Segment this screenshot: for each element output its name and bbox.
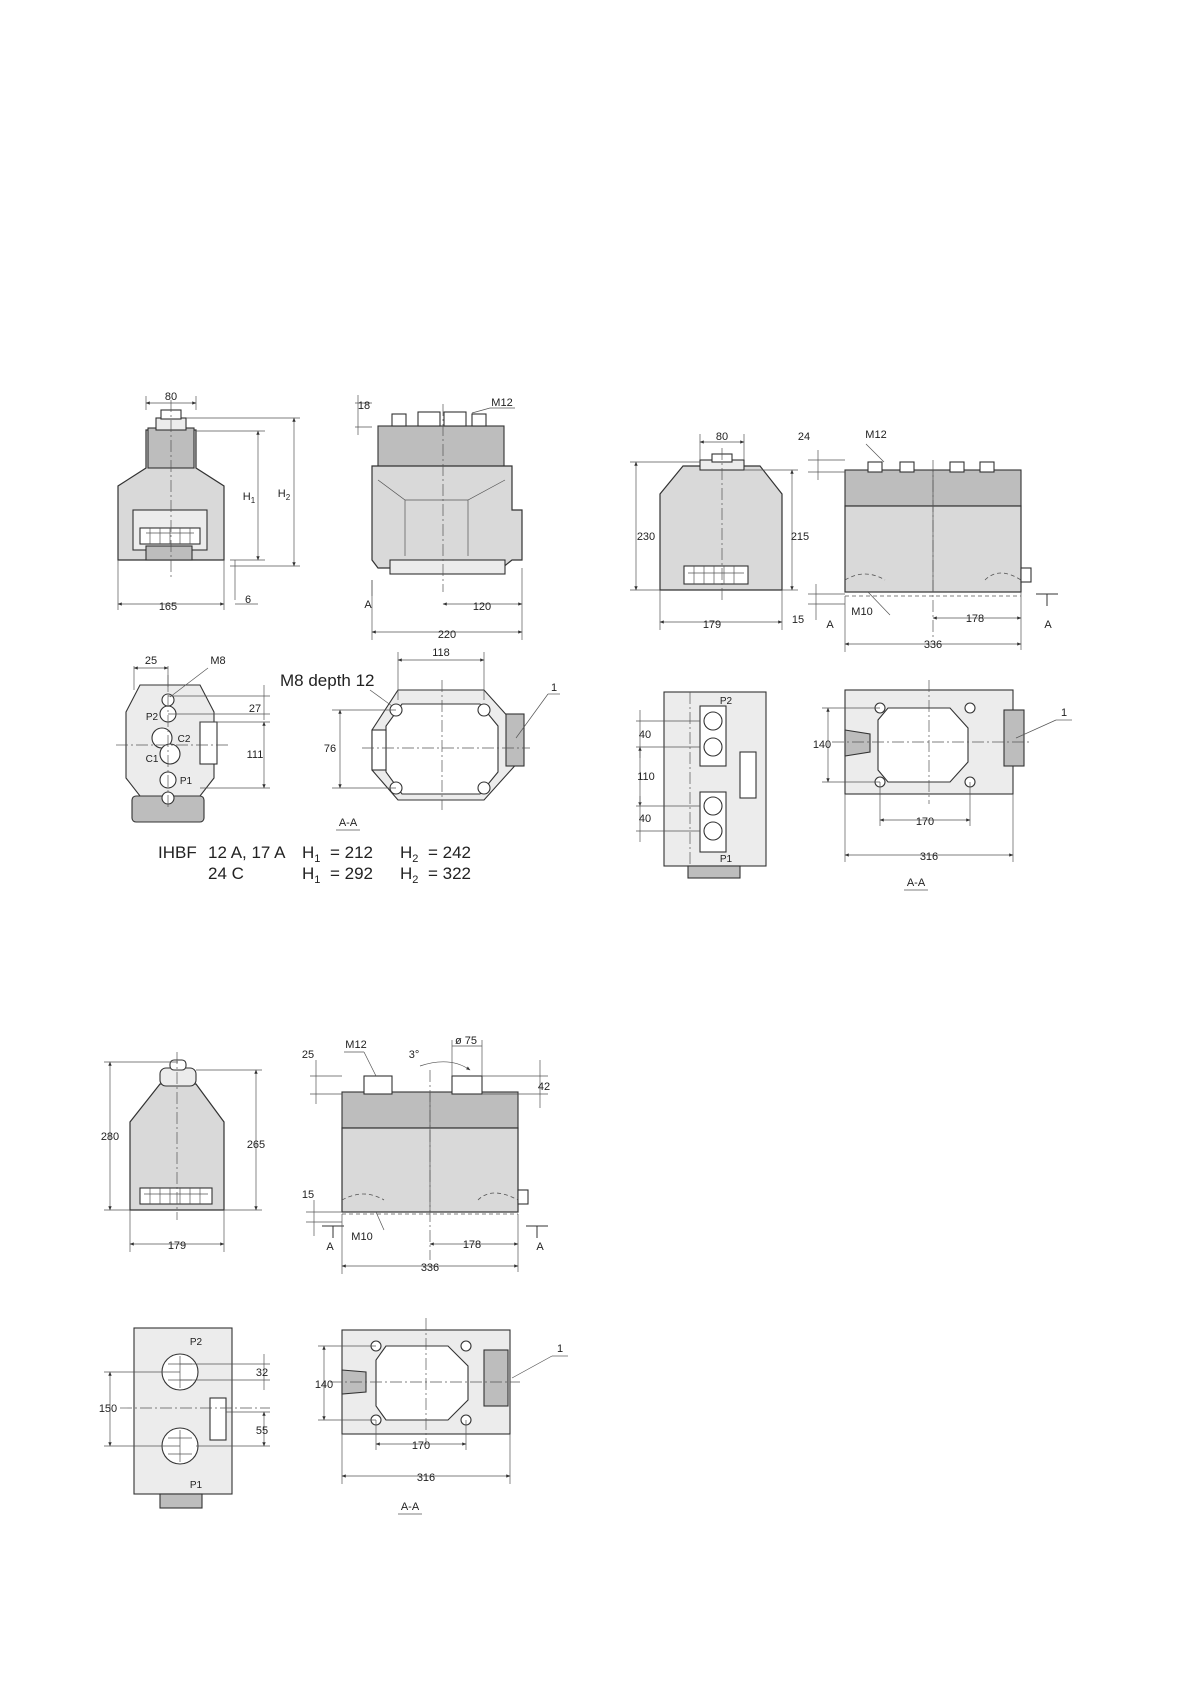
d2-front-dim-80: 80: [715, 431, 729, 443]
d3-side-label-m10: M10: [351, 1231, 373, 1243]
d1-section-callout-1: 1: [550, 682, 558, 694]
d3-bottom-label-p2: P2: [189, 1337, 203, 1348]
d1-side-dim-220: 220: [437, 629, 457, 641]
d3-side-dim-178: 178: [462, 1239, 482, 1251]
d1-front-dim-80: 80: [164, 391, 178, 403]
d2-section-view: [813, 680, 1072, 890]
d1-table-row1-h2: = 242: [428, 843, 472, 862]
d1-side-view: [355, 395, 522, 641]
d2-side-dim-15: 15: [791, 614, 805, 626]
d1-table-row1-rating: 12 A, 17 A: [208, 843, 286, 862]
d1-front-view: [118, 391, 300, 613]
d2-front-view: [630, 431, 809, 631]
d3-bottom-dim-55: 55: [255, 1425, 269, 1437]
d1-bottom-dim-27: 27: [248, 703, 262, 715]
d3-side-dim-15: 15: [301, 1189, 315, 1201]
d3-front-dim-179: 179: [167, 1240, 187, 1252]
d1-section-view: [280, 647, 560, 830]
d1-bottom-view: [116, 655, 270, 822]
d1-bottom-label-m8: M8: [210, 655, 226, 667]
d1-side-dim-120: 120: [472, 601, 492, 613]
d3-section-callout-1: 1: [556, 1343, 564, 1355]
d3-side-label-dia75: ø 75: [454, 1035, 478, 1047]
d2-section-dim-316: 316: [919, 851, 939, 863]
d1-section-dim-76: 76: [323, 743, 337, 755]
d3-section-dim-140: 140: [314, 1379, 334, 1391]
d3-section-view: [315, 1318, 568, 1514]
drawing-2: [630, 429, 1072, 890]
d1-table-row2-rating: 24 C: [208, 864, 244, 883]
d2-side-label-m10: M10: [851, 606, 873, 618]
d2-section-callout-1: 1: [1060, 707, 1068, 719]
d1-bottom-dim-111: 111: [246, 749, 264, 761]
d2-front-dim-230: 230: [636, 531, 656, 543]
d1-side-label-m12: M12: [491, 397, 513, 409]
d1-section-callout: M8 depth 12: [280, 671, 375, 690]
d3-side-label-angle: 3°: [408, 1049, 420, 1061]
d1-bottom-label-p1: P1: [179, 776, 193, 787]
d3-side-dim-42: 42: [537, 1081, 551, 1093]
d1-side-dim-18: 18: [357, 400, 371, 412]
d3-side-dim-336: 336: [420, 1262, 440, 1274]
d3-side-label-a-left: A: [326, 1241, 334, 1253]
d2-section-dim-170: 170: [915, 816, 935, 828]
d3-section-dim-316: 316: [416, 1472, 436, 1484]
d2-side-dim-178: 178: [965, 613, 985, 625]
d1-table-row2-h2-symbol: $H_2$: [400, 864, 419, 886]
d1-front-dim-h2: $H_2$: [277, 488, 291, 502]
d1-front-dim-h1: $H_1$: [242, 491, 256, 505]
d2-side-dim-336: 336: [923, 639, 943, 651]
d1-front-dim-6: 6: [244, 594, 252, 606]
d3-side-label-a-right: A: [536, 1241, 544, 1253]
d2-front-dim-215: 215: [790, 531, 810, 543]
d2-section-dim-140: 140: [812, 739, 832, 751]
d1-section-dim-118: 118: [432, 647, 450, 659]
d2-side-label-a-left: A: [826, 619, 834, 631]
d3-section-title: A-A: [400, 1501, 420, 1513]
drawing-1: [116, 391, 560, 886]
d1-bottom-label-c2: C2: [177, 734, 191, 745]
d3-front-dim-265: 265: [246, 1139, 266, 1151]
d2-side-dim-24: 24: [797, 431, 811, 443]
d2-front-dim-179: 179: [702, 619, 722, 631]
d2-section-title: A-A: [906, 877, 926, 889]
d1-bottom-label-p2: P2: [145, 712, 159, 723]
d1-bottom-dim-25: 25: [144, 655, 158, 667]
d2-side-view: [792, 429, 1058, 652]
d1-table-row2-h2: = 322: [428, 864, 472, 883]
d2-side-label-a-right: A: [1044, 619, 1052, 631]
drawing-3: [99, 1035, 568, 1514]
d3-front-view: [101, 1052, 265, 1252]
d3-side-view: [302, 1035, 550, 1274]
d1-table-row1-h1-symbol: $H_1$: [302, 843, 321, 865]
d3-bottom-dim-32: 32: [255, 1367, 269, 1379]
d3-bottom-view: [99, 1328, 270, 1508]
d2-bottom-label-p2: P2: [719, 696, 733, 707]
d3-side-dim-25: 25: [301, 1049, 315, 1061]
d1-bottom-label-c1: C1: [145, 754, 159, 765]
d2-bottom-dim-110: 110: [637, 771, 655, 783]
d1-table-model: IHBF: [158, 843, 197, 862]
d2-bottom-label-p1: P1: [719, 854, 733, 865]
d1-front-dim-165: 165: [158, 601, 178, 613]
d1-section-title: A-A: [338, 817, 358, 829]
d2-bottom-dim-40b: 40: [638, 813, 652, 825]
d3-section-dim-170: 170: [411, 1440, 431, 1452]
d1-table-row1-h2-symbol: $H_2$: [400, 843, 419, 865]
d2-bottom-dim-40a: 40: [638, 729, 652, 741]
d1-table-row2-h1: = 292: [330, 864, 374, 883]
d1-table-row1-h1: = 212: [330, 843, 374, 862]
d1-dimension-table: [158, 843, 471, 886]
d3-front-dim-280: 280: [100, 1131, 120, 1143]
d2-bottom-view: [636, 692, 766, 878]
d1-side-label-a: A: [364, 599, 372, 611]
d3-bottom-label-p1: P1: [189, 1480, 203, 1491]
d3-bottom-dim-150: 150: [98, 1403, 118, 1415]
d2-side-label-m12: M12: [865, 429, 887, 441]
d3-side-label-m12: M12: [345, 1039, 367, 1051]
d1-table-row2-h1-symbol: $H_1$: [302, 864, 321, 886]
